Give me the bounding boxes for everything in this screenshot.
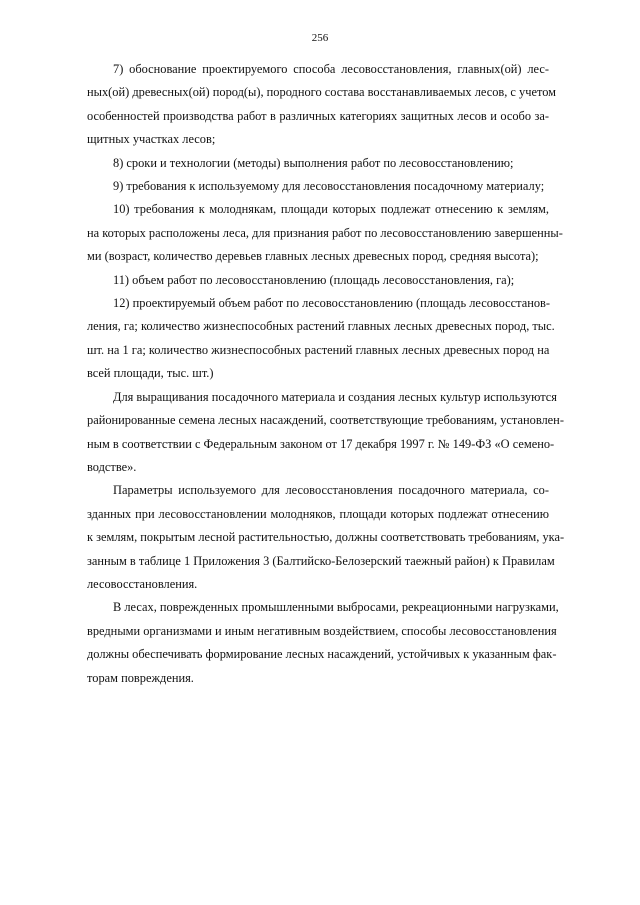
page-number: 256: [311, 32, 329, 44]
text-line: 9) требования к используемому для лесовосстановления посадочному материалу;: [113, 179, 545, 194]
text-line: лесовосстановления.: [87, 576, 198, 591]
paragraph: [87, 152, 549, 175]
paragraph: [87, 269, 549, 292]
text-line: 7) обоснование проектируемого способа лесовосстановления, главных(ой) лес-: [113, 62, 549, 76]
text-line: водстве».: [87, 459, 137, 474]
text-line: Для выращивания посадочного материала и создания лесных культур используются: [113, 389, 557, 404]
paragraph: [87, 175, 549, 198]
paragraph: [87, 479, 565, 596]
paragraph: [87, 58, 557, 152]
text-line: районированные семена лесных насаждений, соответствующие требованиям, установлен-: [87, 413, 564, 428]
text-line: щитных участках лесов;: [87, 132, 216, 147]
text-line: к землям, покрытым лесной растительностью, должны соответствовать требованиям, ука-: [87, 530, 565, 545]
text-line: 8) сроки и технологии (методы) выполнения работ по лесовосстановлению;: [113, 155, 514, 170]
text-line: вредными организмами и иным негативным воздействием, способы лесовосстановления: [87, 623, 557, 638]
text-line: ми (возраст, количество деревьев главных лесных древесных пород, средняя высота);: [87, 249, 539, 264]
paragraph: [87, 596, 559, 690]
text-line: должны обеспечивать формирование лесных насаждений, устойчивых к указанным фак-: [87, 647, 557, 662]
text-line: на которых расположены леса, для признания работ по лесовосстановлению завершенны-: [87, 225, 563, 240]
text-line: всей площади, тыс. шт.): [87, 366, 214, 381]
text-line: ным в соответствии с Федеральным законом от 17 декабря 1997 г. № 149-ФЗ «О семено-: [87, 436, 555, 451]
text-line: зданных при лесовосстановлении молодняков, площади которых подлежат отнесению: [87, 506, 549, 521]
text-line: торам повреждения.: [87, 670, 194, 685]
text-line: занным в таблице 1 Приложения 3 (Балтийско-Белозерский таежный район) к Правилам: [87, 553, 555, 568]
paragraph: [87, 292, 555, 386]
text-line: 10) требования к молоднякам, площади которых подлежат отнесению к землям,: [113, 202, 549, 217]
text-line: 11) объем работ по лесовосстановлению (площадь лесовосстановления, га);: [113, 272, 515, 287]
paragraph: [87, 198, 563, 268]
text-line: шт. на 1 га; количество жизнеспособных растений главных лесных древесных пород на: [87, 342, 550, 357]
text-line: В лесах, поврежденных промышленными выбросами, рекреационными нагрузками,: [113, 600, 559, 615]
text-line: ных(ой) древесных(ой) пород(ы), породного состава восстанавливаемых лесов, с учетом: [87, 85, 557, 100]
text-line: 12) проектируемый объем работ по лесовосстановлению (площадь лесовосстанов-: [113, 296, 551, 311]
document-body: [87, 58, 565, 690]
paragraph: [87, 386, 564, 480]
text-line: особенностей производства работ в различных категориях защитных лесов и особо за-: [87, 108, 549, 123]
text-line: ления, га; количество жизнеспособных растений главных лесных древесных пород, тыс.: [87, 319, 555, 334]
text-line: Параметры используемого для лесовосстановления посадочного материала, со-: [113, 483, 549, 498]
